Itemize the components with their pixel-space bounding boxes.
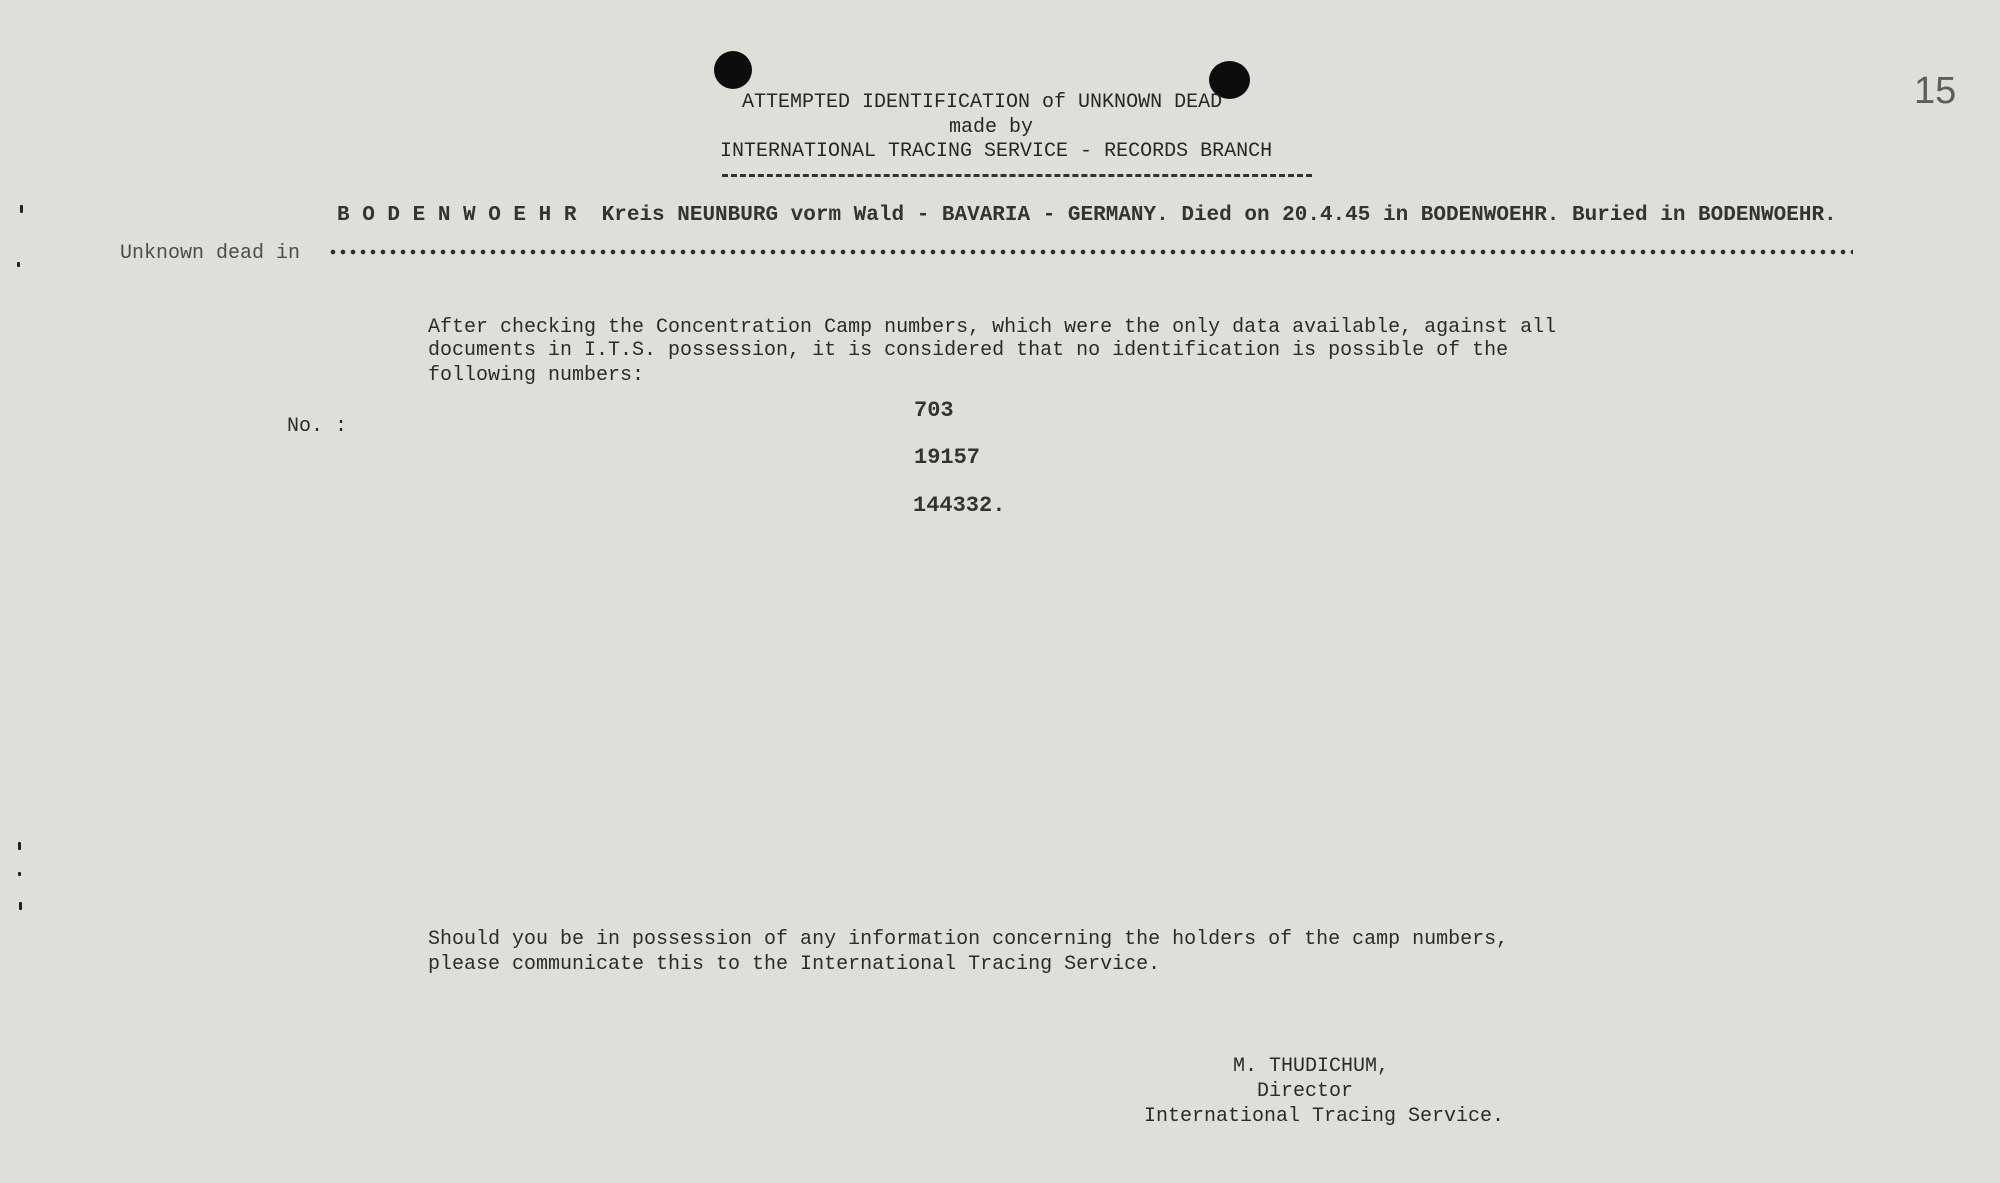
made-by-line: made by bbox=[949, 116, 1034, 139]
signatory-title: Director bbox=[1257, 1080, 1354, 1103]
closing-line-2: please communicate this to the International Tracing Service. bbox=[428, 953, 1161, 976]
margin-mark bbox=[20, 205, 23, 213]
margin-mark bbox=[18, 872, 21, 876]
punch-hole-left bbox=[714, 51, 752, 89]
document-title: ATTEMPTED IDENTIFICATION of UNKNOWN DEAD bbox=[742, 91, 1223, 114]
signatory-organisation: International Tracing Service. bbox=[1144, 1105, 1505, 1128]
camp-number: 144332. bbox=[913, 493, 1006, 518]
margin-mark bbox=[18, 842, 21, 850]
page-number: 15 bbox=[1914, 70, 1957, 112]
margin-mark bbox=[17, 262, 20, 267]
locality-line: B O D E N W O E H R Kreis NEUNBURG vorm Wald - BAVARIA - GERMANY. Died on 20.4.45 in BODENWOEHR. Buried in BODENWOEHR. bbox=[337, 204, 1837, 227]
camp-number: 19157 bbox=[914, 445, 981, 470]
dotted-leader bbox=[328, 248, 1853, 256]
unknown-dead-label: Unknown dead in bbox=[120, 242, 301, 265]
body-paragraph-line-1: After checking the Concentration Camp numbers, which were the only data available, against all bbox=[428, 316, 1557, 339]
closing-line-1: Should you be in possession of any information concerning the holders of the camp numbers, bbox=[428, 928, 1509, 951]
body-paragraph-line-3: following numbers: bbox=[428, 364, 645, 387]
header-rule bbox=[722, 174, 1312, 177]
camp-number: 703 bbox=[914, 398, 954, 423]
issuing-organisation: INTERNATIONAL TRACING SERVICE - RECORDS BRANCH bbox=[720, 140, 1273, 163]
margin-mark bbox=[19, 902, 22, 910]
numbers-label: No. : bbox=[287, 415, 348, 438]
signatory-name: M. THUDICHUM, bbox=[1233, 1055, 1390, 1078]
body-paragraph-line-2: documents in I.T.S. possession, it is considered that no identification is possible of the bbox=[428, 339, 1509, 362]
